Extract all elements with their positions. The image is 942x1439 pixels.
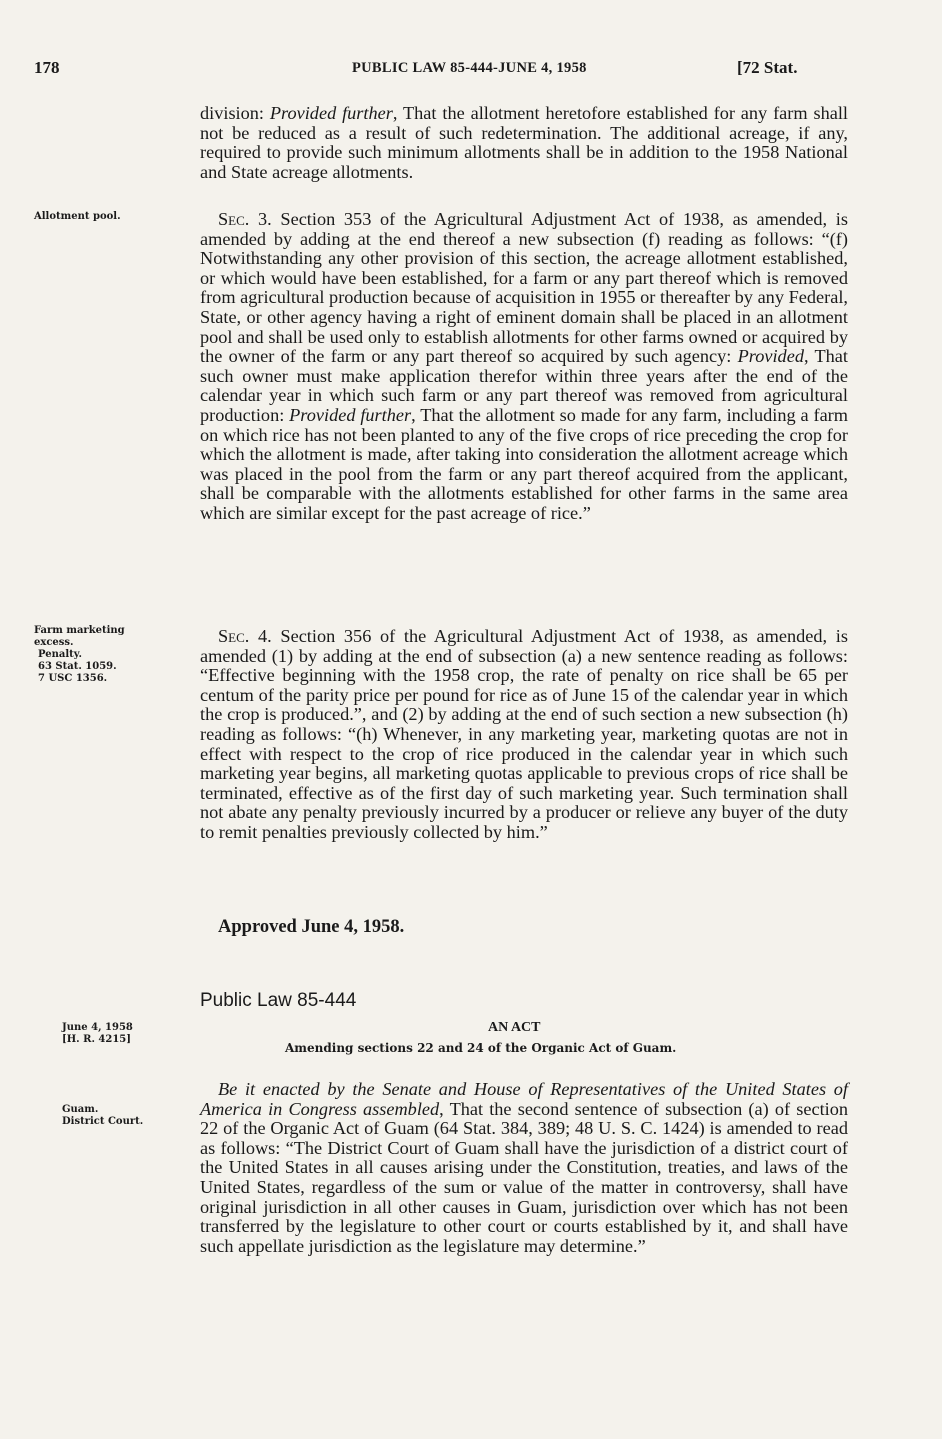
paragraph-enacting-clause [200, 1080, 848, 1256]
paragraph-section-3 [200, 210, 848, 524]
law-title: Public Law 85-444 [200, 990, 357, 1011]
margin-note-line: Penalty. [38, 649, 82, 660]
margin-note-line: Guam. [62, 1104, 99, 1115]
enacting-clause: Be it enacted by the Senate and House of Representatives of the United States of America in Congress assembled [200, 1079, 848, 1119]
page-number: 178 [34, 58, 60, 77]
margin-note-line: excess. [34, 637, 74, 648]
margin-note-line: Farm marketing [34, 625, 125, 636]
paragraph-text: , That such owner must make application therefor within three years after the end of the calendar year in which such farm or any part thereof was removed from agricultural production: [200, 346, 848, 425]
margin-note-allotment-pool: Allotment pool. [34, 211, 121, 222]
volume-reference: [72 Stat. [737, 58, 798, 77]
margin-note-line: June 4, 1958 [62, 1022, 133, 1033]
proviso-phrase: Provided further [269, 103, 393, 123]
page-header [0, 58, 942, 88]
paragraph-text: , That the allotment heretofore established for any farm shall not be reduced as a result of such redetermination. The additional acreage, if any, required to provide such minimum allotments shall be in addition to the 1958 National and State acreage allotments. [200, 103, 848, 182]
margin-note-guam [62, 1104, 143, 1128]
margin-note-line: [H. R. 4215] [62, 1034, 131, 1045]
proviso-phrase: Provided [737, 346, 804, 367]
paragraph-text: Section 353 of the Agricultural Adjustment Act of 1938, as amended, is amended by adding at the end thereof a new subsection (f) reading as follows: “(f) Notwithstanding any other provision of this section, the acreage allotment established, or which would have been established, for a farm or any part thereof which is removed from agricultural production because of acquisition in 1955 or thereafter by any Federal, State, or other agency having a right of eminent domain shall be placed in an allotment pool and shall be used only to establish allotments for other farms owned or acquired by the owner of the farm or any part thereof so acquired by such agency: [200, 209, 848, 367]
paragraph-text: Section 356 of the Agricultural Adjustment Act of 1938, as amended, is amended (1) by adding at the end of subsection (a) a new sentence reading as follows: “Effective beginning with the 1958 crop, the rate of penalty on rice shall be 65 per centum of the parity price per pound for rice as of June 15 of the calendar year in which the crop is produced.”, and (2) by adding at the end of such section a new subsection (h) reading as follows: “(h) Whenever, in any marketing year, marketing quotas are not in effect with respect to the crop of rice produced in the calendar year in which such marketing year begins, all marketing quotas applicable to previous crops of rice shall be terminated, effective as of the first day of such marketing year. Such termination shall not abate any penalty previously incurred by a producer or relieve any buyer of the duty to remit penalties previously collected by him.” [200, 626, 848, 842]
margin-note-line: 63 Stat. 1059. [38, 661, 117, 672]
paragraph-section-4 [200, 627, 848, 843]
proviso-phrase: Provided further [289, 404, 412, 425]
section-number: Sec. 3. [218, 209, 272, 229]
section-number: Sec. 4. [218, 626, 272, 646]
running-head: PUBLIC LAW 85-444-JUNE 4, 1958 [352, 60, 587, 76]
margin-note-enactment-date [62, 1022, 133, 1046]
paragraph-text: division: [200, 103, 270, 123]
paragraph-text: , That the second sentence of subsection (a) of section 22 of the Organic Act of Guam (64 Stat. 384, 389; 48 U. S. C. 1424) is amended to read as follows: “The District Court of Guam shall have the jurisdiction of a district court of the United States in all causes arising under the Constitution, treaties, and laws of the United States, regardless of the sum or value of the matter in controversy, shall have original jurisdiction in all other causes in Guam, jurisdiction over which has not been transferred by the legislature to other court or courts established by it, and shall have such appellate jurisdiction as the legislature may determine.” [200, 1098, 849, 1256]
margin-note-farm-marketing [34, 625, 125, 685]
margin-note-line: District Court. [62, 1116, 144, 1127]
margin-note-line: 7 USC 1356. [38, 673, 108, 684]
act-subtitle: Amending sections 22 and 24 of the Organic Act of Guam. [285, 1041, 677, 1055]
paragraph-text: , That the allotment so made for any farm, including a farm on which rice has not been planted to any of the five crops of rice preceding the crop for which the allotment is made, after taking into consideration the allotment acreage which was placed in the pool from the farm or any part thereof acquired from the applicant, shall be comparable with the allotments established for other farms in the same area which are similar except for the past acreage of rice.” [200, 404, 848, 523]
act-heading: AN ACT [488, 1020, 541, 1035]
paragraph-division [200, 104, 848, 182]
approval-date: Approved June 4, 1958. [218, 917, 405, 937]
